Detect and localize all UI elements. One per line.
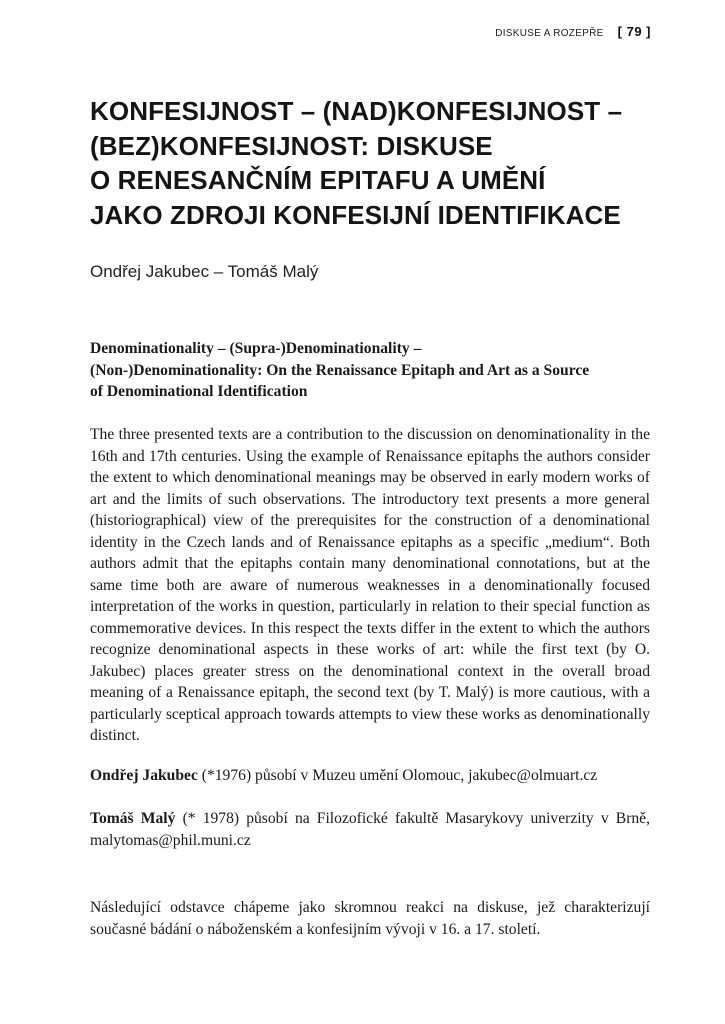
author-info [90,765,650,873]
title-line: O RENESANČNÍM EPITAFU A UMĚNÍ [90,165,546,195]
author-note [90,808,650,851]
title-line: KONFESIJNOST – (NAD)KONFESIJNOST – [90,96,623,126]
title-line: JAKO ZDROJI KONFESIJNÍ IDENTIFIKACE [90,199,621,230]
author-name: Ondřej Jakubec [90,767,198,784]
english-title [90,338,650,403]
author-name: Tomáš Malý [90,810,176,827]
author-note [90,765,650,787]
author-affiliation: (* 1978) působí na Filozofické fakultě Masarykovy univerzity v Brně, malytomas@phil.muni.cz [90,810,651,849]
author-affiliation: (*1976) působí v Muzeu umění Olomouc, jakubec@olmuart.cz [197,767,598,784]
page-number: [ 79 ] [617,24,651,39]
body-paragraph: Následující odstavce chápeme jako skromnou reakci na diskuse, jež charakterizují současné bádání o náboženském a konfesijním vývoji v 16. a 17. století. [90,899,650,938]
section-label: DISKUSE A ROZEPŘE [495,28,604,39]
english-title-line: Denominationality – (Supra-)Denominationality – [90,340,422,357]
english-title-line: (Non-)Denominationality: On the Renaissance Epitaph and Art as a Source [90,361,590,379]
article-title [90,94,670,232]
running-header [495,24,651,39]
authors-byline: Ondřej Jakubec – Tomáš Malý [90,262,319,281]
english-title-line: of Denominational Identification [90,383,308,400]
title-line: (BEZ)KONFESIJNOST: DISKUSE [90,130,493,161]
abstract: The three presented texts are a contribution to the discussion on denominationality in the 16th and 17th centuries. Using the example of Renaissance epitaphs the authors consider the extent to which denominational meanings may be observed in early modern works of art and the limits of such observations. The introductory text presents a more general (historiographical) view of the prerequisites for the construction of a denominational identity in the Czech lands and of Renaissance epitaphs as a specific „medium“. Both authors admit that the epitaphs contain many denominational connotations, but at the same time both are aware of numerous weaknesses in a denominationally focused interpretation of the works in question, particularly in relation to their special function as commemorative devices. In this respect the texts differ in the extent to which the authors recognize denominational aspects in these works of art: while the first text (by O. Jakubec) places greater stress on the denominational context in the overall broad meaning of a Renaissance epitaph, the second text (by T. Malý) is more cautious, with a particularly sceptical approach towards attempts to view these works as denominationally distinct. [90,426,650,744]
